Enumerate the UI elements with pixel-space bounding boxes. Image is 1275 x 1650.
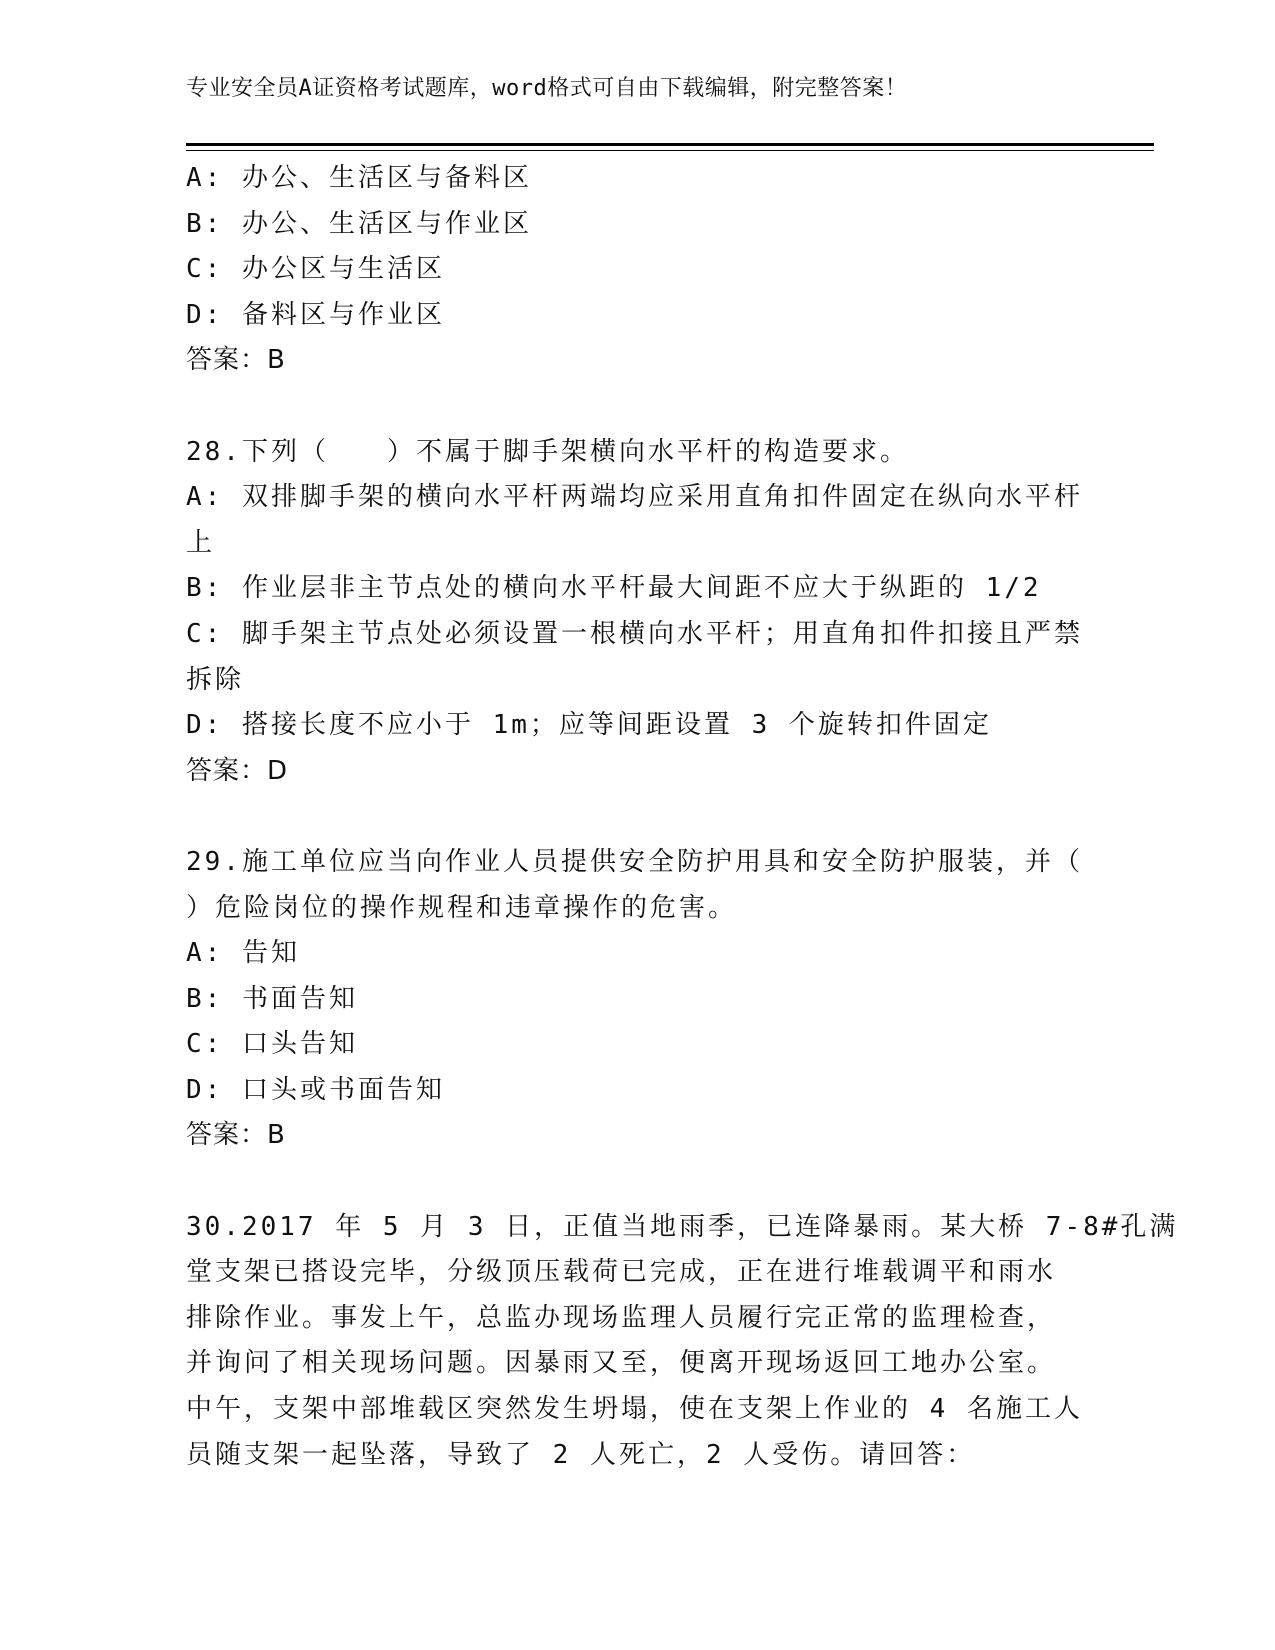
question-text-line-6: 员随支架一起坠落，导致了 2 人死亡，2 人受伤。请回答：	[186, 1439, 976, 1470]
question-text-line-1: 30.2017 年 5 月 3 日，正值当地雨季，已连降暴雨。某大桥 7-8#孔满	[186, 1211, 1179, 1242]
option-d: D: 备料区与作业区	[186, 299, 445, 330]
question-30	[186, 1205, 1179, 1479]
option-d: D: 口头或书面告知	[186, 1074, 445, 1105]
header-rule-thin	[186, 150, 1154, 151]
question-29	[186, 840, 1086, 1159]
spacer	[186, 1159, 1086, 1205]
question-stem-line-2: ）危险岗位的操作规程和违章操作的危害。	[186, 892, 738, 923]
answer: 答案：B	[186, 345, 286, 376]
option-b: B: 书面告知	[186, 983, 358, 1014]
option-c: C: 办公区与生活区	[186, 254, 445, 285]
answer: 答案：D	[186, 755, 289, 786]
document-body	[186, 156, 1179, 1478]
option-b: B: 作业层非主节点处的横向水平杆最大间距不应大于纵距的 1/2	[186, 573, 1042, 604]
page-header: 专业安全员A证资格考试题库，word格式可自由下载编辑，附完整答案！	[186, 76, 908, 101]
option-d: D: 搭接长度不应小于 1m；应等间距设置 3 个旋转扣件固定	[186, 710, 992, 741]
answer: 答案：B	[186, 1120, 286, 1151]
question-28	[186, 430, 1086, 795]
option-c-line-2: 拆除	[186, 664, 245, 695]
option-a-line-2: 上	[186, 527, 216, 558]
option-c: C: 口头告知	[186, 1029, 358, 1060]
question-text-line-5: 中午，支架中部堆载区突然发生坍塌，使在支架上作业的 4 名施工人	[186, 1394, 1083, 1425]
question-27-continued	[186, 156, 1086, 384]
option-a: A: 告知	[186, 938, 300, 969]
spacer	[186, 794, 1086, 840]
option-a-line-1: A: 双排脚手架的横向水平杆两端均应采用直角扣件固定在纵向水平杆	[186, 482, 1083, 513]
question-stem: 28.下列（ ）不属于脚手架横向水平杆的构造要求。	[186, 436, 909, 467]
option-c-line-1: C: 脚手架主节点处必须设置一根横向水平杆；用直角扣件扣接且严禁	[186, 618, 1083, 649]
question-text-line-4: 并询问了相关现场问题。因暴雨又至，便离开现场返回工地办公室。	[186, 1348, 1057, 1379]
question-stem-line-1: 29.施工单位应当向作业人员提供安全防护用具和安全防护服装，并（	[186, 846, 1083, 877]
option-a: A: 办公、生活区与备料区	[186, 163, 532, 193]
question-text-line-3: 排除作业。事发上午，总监办现场监理人员履行完正常的监理检查，	[186, 1302, 1057, 1333]
question-text-line-2: 堂支架已搭设完毕，分级顶压载荷已完成，正在进行堆载调平和雨水	[186, 1257, 1057, 1288]
spacer	[186, 384, 1086, 430]
option-b: B: 办公、生活区与作业区	[186, 208, 532, 239]
header-rule-thick	[186, 143, 1154, 146]
